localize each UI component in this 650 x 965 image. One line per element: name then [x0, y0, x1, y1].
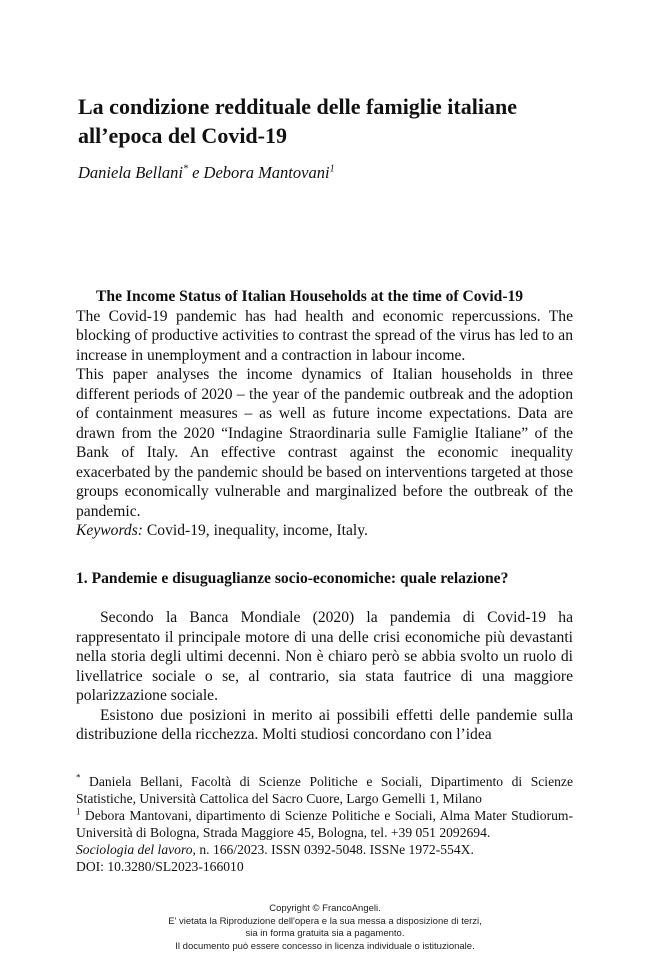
author-name-2: Debora Mantovani — [203, 163, 330, 182]
abstract-paragraph-2: This paper analyses the income dynamics of Italian households in three different periods of 2020 – the year of the pandemic outbreak and the adoption of containment measures – as well as future income expectations. Data are drawn from the 2020 “Indagine Straordinaria sulle Famiglie Italiane” of the Bank of Italy. An effective contrast against the economic inequality exacerbated by the pandemic should be based on interventions targeted at those groups economically vulnerable and marginalized before the outbreak of the pandemic. — [76, 366, 573, 520]
copyright-line-2: E' vietata la Riproduzione dell'opera e la sua messa a disposizione di terzi, — [168, 915, 482, 927]
keywords-label: Keywords: — [76, 522, 143, 539]
abstract-paragraph-1: The Covid-19 pandemic has had health and economic repercussions. The blocking of productive activities to contrast the spread of the virus has led to an increase in unemployment and a contraction in labour income. — [76, 307, 573, 364]
footnote-1 — [76, 773, 573, 807]
section-heading: 1. Pandemie e disuguaglianze socio-economiche: quale relazione? — [76, 570, 509, 587]
abstract-block — [76, 287, 573, 541]
title-line-1: La condizione reddituale delle famiglie italiane — [78, 94, 517, 119]
footnote-mark-1: * — [182, 163, 188, 175]
article-title — [78, 92, 578, 150]
footnotes-block — [76, 773, 573, 875]
keywords-line — [76, 521, 573, 541]
journal-name: Sociologia del lavoro — [76, 842, 193, 857]
footnote-mark-2: 1 — [329, 163, 335, 175]
abstract-title: The Income Status of Italian Households at the time of Covid-19 — [96, 288, 524, 305]
body-paragraph-2: Esistono due posizioni in merito ai possibili effetti delle pandemie sulla distribuzione della ricchezza. Molti studiosi concordano con l’idea — [76, 706, 573, 743]
doi-line: DOI: 10.3280/SL2023-166010 — [76, 859, 244, 874]
author-conjunction: e — [187, 163, 204, 182]
author-line — [78, 163, 335, 183]
footnote-1-text: Daniela Bellani, Facoltà di Scienze Politiche e Sociali, Dipartimento di Scienze Statistiche, Università Cattolica del Sacro Cuore, Largo Gemelli 1, Milano — [76, 774, 573, 806]
copyright-line-1: Copyright © FrancoAngeli. — [269, 903, 381, 914]
title-line-2: all’epoca del Covid-19 — [78, 123, 287, 148]
copyright-line-3: sia in forma gratuita sia a pagamento. — [245, 928, 405, 939]
footnote-1-mark: * — [76, 772, 81, 783]
author-name-1: Daniela Bellani — [78, 163, 183, 182]
footnote-2-text: Debora Mantovani, dipartimento di Scienze Politiche e Sociali, Alma Mater Studiorum-Università di Bologna, Strada Maggiore 45, Bologna, tel. +39 051 2092694. — [76, 808, 573, 840]
copyright-line-4: Il documento può essere concesso in licenza individuale o istituzionale. — [175, 940, 475, 952]
footnote-2 — [76, 807, 573, 841]
copyright-notice — [0, 903, 650, 953]
journal-citation — [76, 841, 573, 858]
footnote-2-mark: 1 — [76, 806, 81, 817]
body-paragraph-1: Secondo la Banca Mondiale (2020) la pandemia di Covid-19 ha rappresentato il principale motore di una delle crisi economiche più devastanti nella storia degli ultimi decenni. Non è chiaro però se abbia svolto un ruolo di livellatrice sociale o se, al contrario, sia stata fautrice di una maggiore polarizzazione sociale. — [76, 609, 573, 704]
section-body — [76, 608, 573, 745]
keywords-list: Covid-19, inequality, income, Italy. — [143, 522, 368, 539]
journal-info: , n. 166/2023. ISSN 0392-5048. ISSNe 1972-554X. — [192, 842, 474, 857]
